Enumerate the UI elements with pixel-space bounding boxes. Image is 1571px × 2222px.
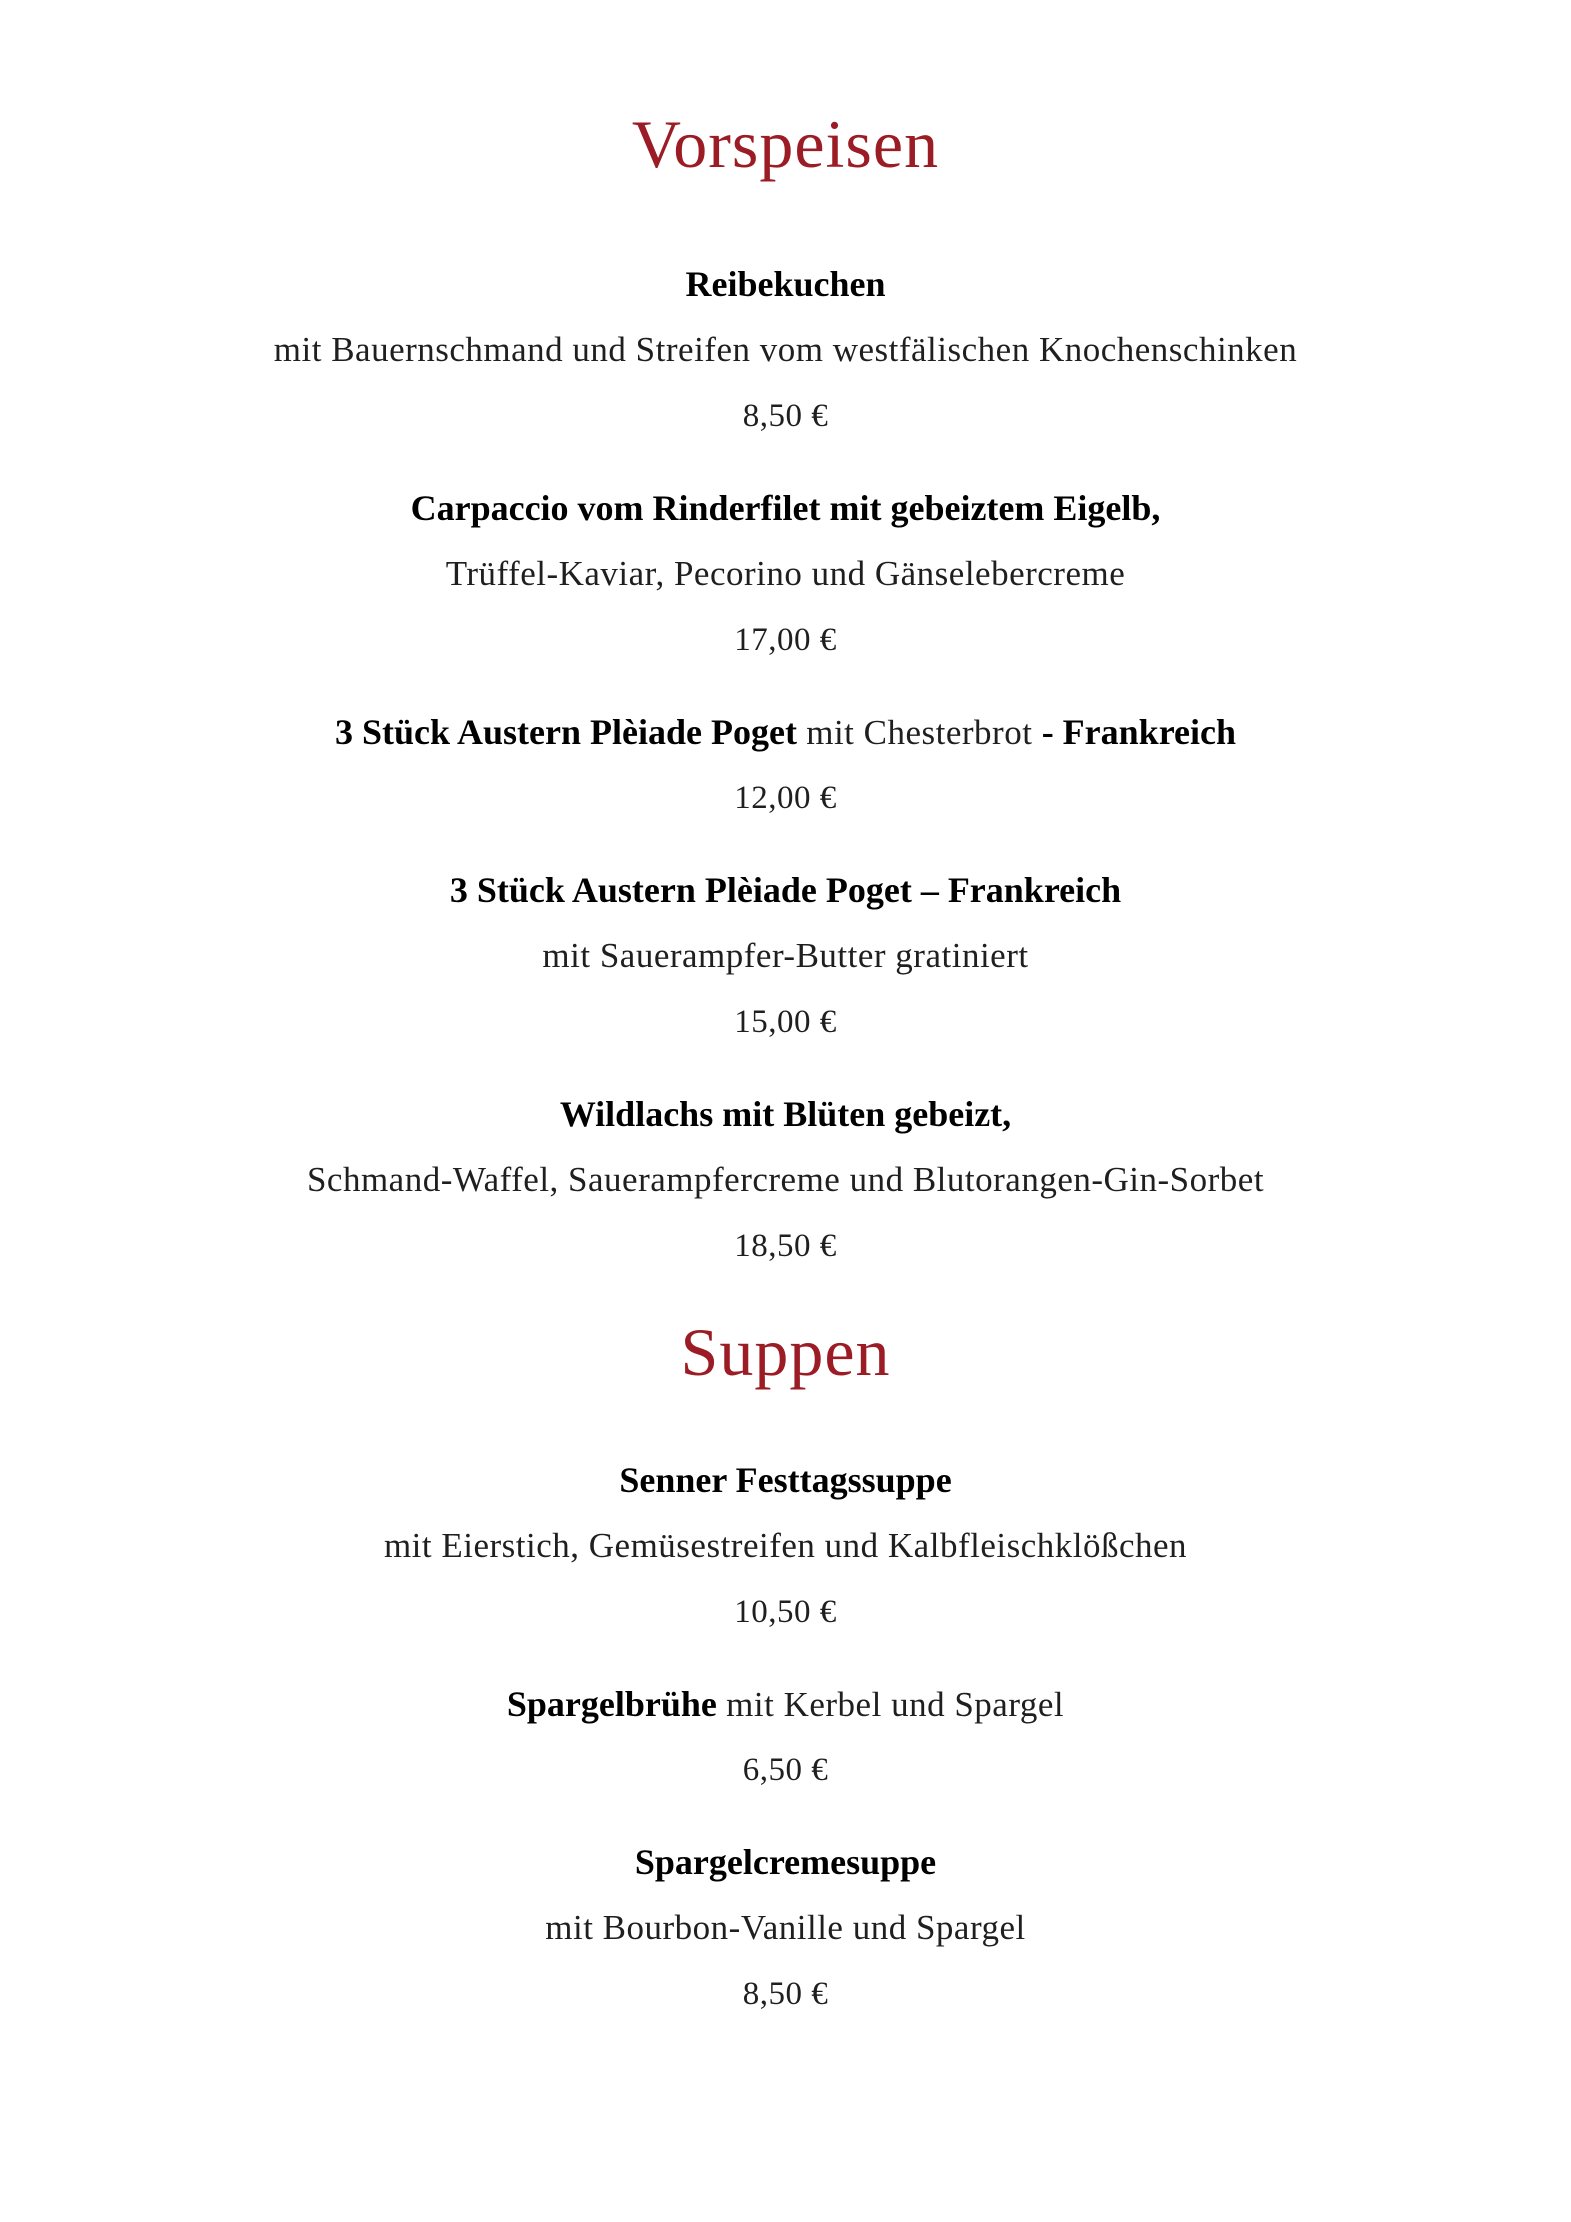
dish-name: Spargelcremesuppe [634,1842,937,1882]
dish-name-bold: Spargelbrühe [506,1684,717,1724]
dish-name: Reibekuchen [685,264,886,304]
dish-name-mixed [0,710,1571,754]
dish-description: mit Bourbon-Vanille und Spargel [545,1908,1026,1947]
dish-price: 10,50 € [734,1594,837,1630]
dish-name: 3 Stück Austern Plèiade Poget – Frankreich [449,870,1122,910]
dish-description: mit Sauerampfer-Butter gratiniert [542,936,1029,975]
dish-price: 15,00 € [734,1004,837,1040]
dish-description: mit Eierstich, Gemüsestreifen und Kalbfleischklößchen [383,1526,1188,1565]
dish-name-bold: 3 Stück Austern Plèiade Poget [334,712,797,752]
dish-price: 18,50 € [734,1228,837,1264]
dish-description: Trüffel-Kaviar, Pecorino und Gänselebercreme [445,554,1126,593]
dish-name-regular: mit Chesterbrot [796,713,1042,752]
dish-name: Senner Festtagssuppe [619,1460,952,1500]
dish-price: 17,00 € [734,622,837,658]
dish-price: 8,50 € [742,398,829,434]
dish-price: 6,50 € [742,1752,829,1788]
dish-name: Carpaccio vom Rinderfilet mit gebeiztem Eigelb, [410,488,1161,528]
dish-name-mixed [0,1682,1571,1726]
section-title-suppen: Suppen [680,1314,891,1390]
dish-name-regular: mit Kerbel und Spargel [716,1685,1065,1724]
dish-description: mit Bauernschmand und Streifen vom westfälischen Knochenschinken [273,330,1298,369]
dish-price: 8,50 € [742,1976,829,2012]
dish-origin: - Frankreich [1041,712,1236,752]
dish-description: Schmand-Waffel, Sauerampfercreme und Blutorangen-Gin-Sorbet [306,1160,1265,1199]
dish-name: Wildlachs mit Blüten gebeizt, [559,1094,1012,1134]
section-title-vorspeisen: Vorspeisen [631,106,940,182]
dish-price: 12,00 € [734,780,837,816]
